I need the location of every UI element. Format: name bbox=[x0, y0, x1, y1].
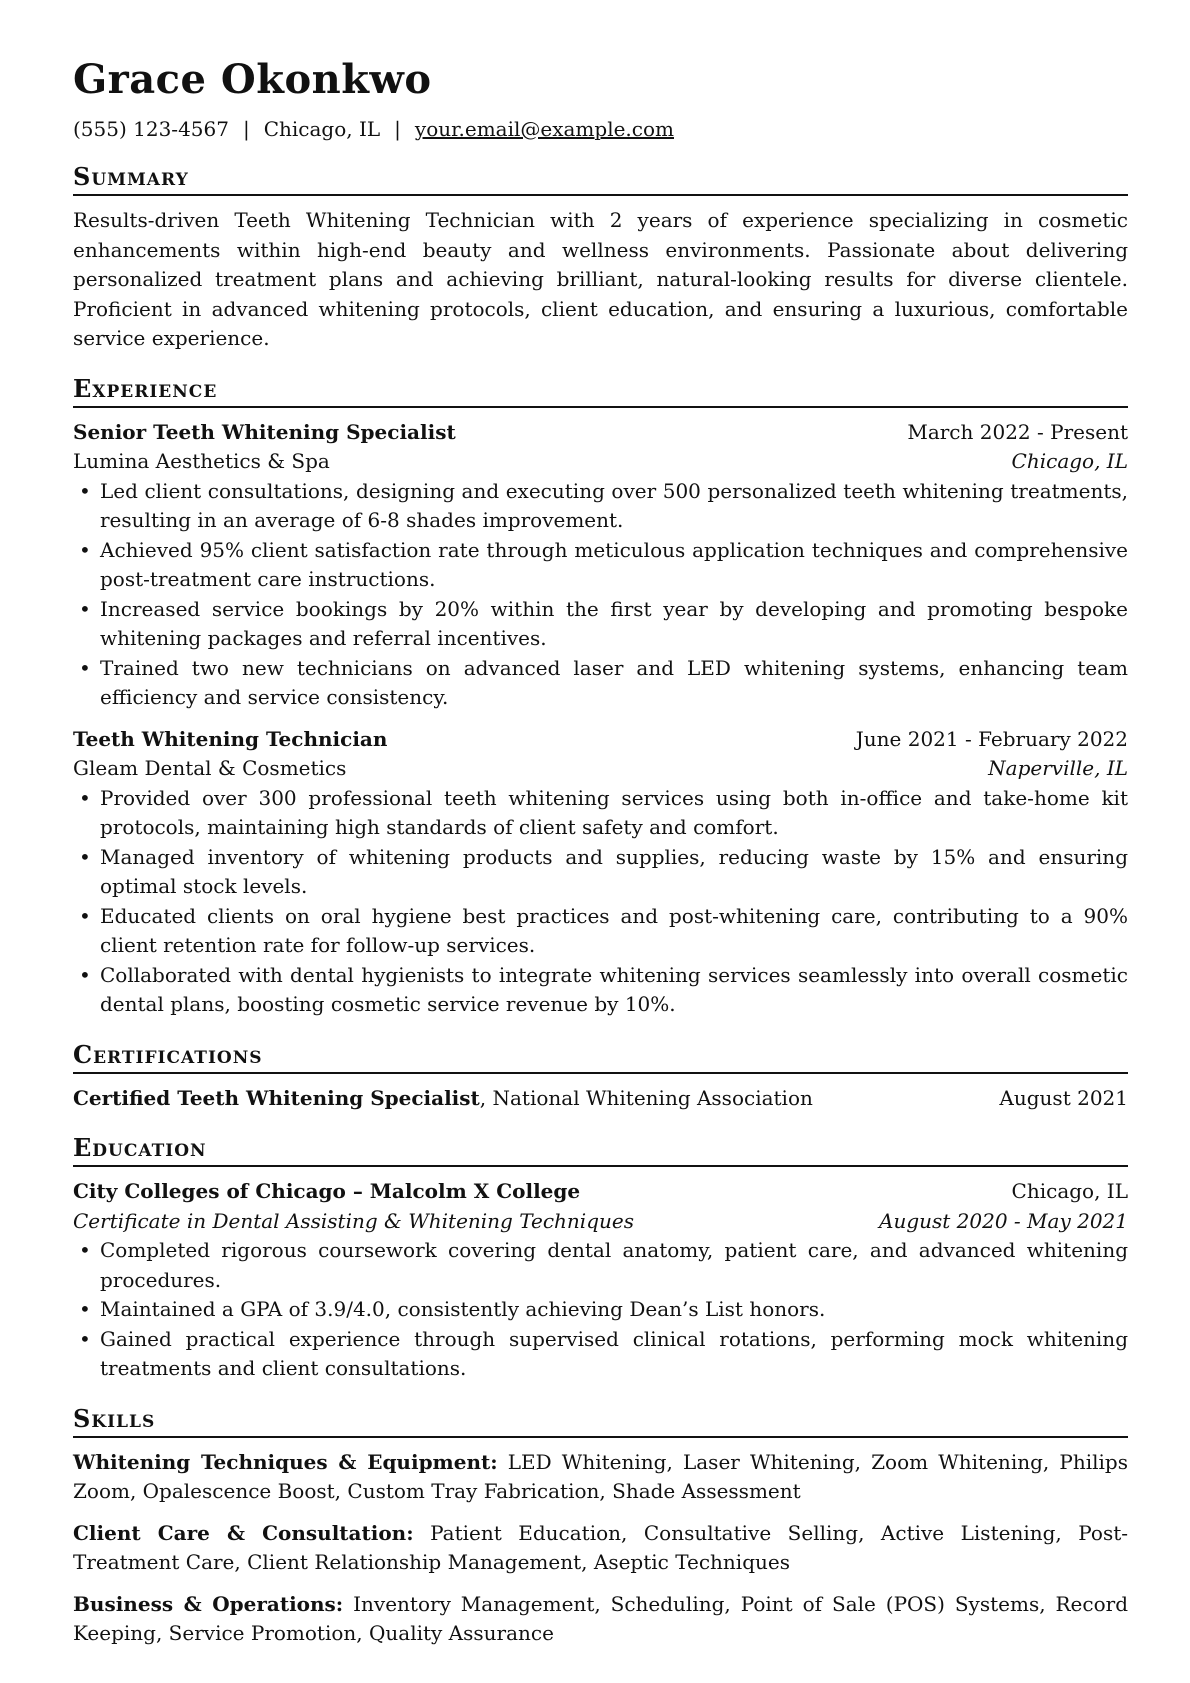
bullet-icon: • bbox=[79, 844, 91, 869]
job-entry bbox=[73, 725, 1128, 1020]
bullet-text: Collaborated with dental hygienists to integrate whitening services seamlessly into overall cosmetic dental plans, boosting cosmetic service revenue by 10%. bbox=[100, 962, 1128, 1016]
skill-group-items: Inventory Management, Scheduling, Point of Sale (POS) Systems, Record Keeping, Service Promotion, Quality Assurance bbox=[73, 1591, 1128, 1645]
job-location: Chicago, IL bbox=[1011, 449, 1128, 473]
bullet-item bbox=[73, 477, 1128, 536]
job-company: Lumina Aesthetics & Spa bbox=[73, 449, 330, 473]
bullet-text: Managed inventory of whitening products and supplies, reducing waste by 15% and ensuring optimal stock levels. bbox=[100, 844, 1128, 898]
skill-group bbox=[73, 1448, 1128, 1507]
bullet-text: Increased service bookings by 20% within the first year by developing and promoting bespoke whitening packages and referral incentives. bbox=[100, 596, 1128, 650]
contact-separator: | bbox=[242, 117, 250, 141]
bullet-item bbox=[73, 843, 1128, 902]
program-name: Certificate in Dental Assisting & Whitening Techniques bbox=[73, 1208, 634, 1233]
section-heading-education: Education bbox=[73, 1133, 1128, 1167]
job-bullets bbox=[73, 477, 1128, 713]
phone-number: (555) 123-4567 bbox=[73, 117, 229, 141]
bullet-text: Achieved 95% client satisfaction rate through meticulous application techniques and comprehensive post-treatment care instructions. bbox=[100, 537, 1128, 591]
bullet-item bbox=[73, 902, 1128, 961]
email-link[interactable]: your.email@example.com bbox=[414, 117, 674, 141]
skills-section bbox=[73, 1404, 1128, 1649]
bullet-item bbox=[73, 1295, 1128, 1325]
skill-group-label: Client Care & Consultation: bbox=[73, 1520, 414, 1545]
bullet-item bbox=[73, 536, 1128, 595]
skill-group-items: LED Whitening, Laser Whitening, Zoom Whitening, Philips Zoom, Opalescence Boost, Custom Tray Fabrication, Shade Assessment bbox=[73, 1449, 1128, 1503]
bullet-item bbox=[73, 961, 1128, 1020]
skill-group-label: Business & Operations: bbox=[73, 1591, 344, 1616]
bullet-text: Trained two new technicians on advanced laser and LED whitening systems, enhancing team efficiency and service consistency. bbox=[100, 655, 1128, 709]
contact-separator: | bbox=[394, 117, 401, 141]
bullet-text: Provided over 300 professional teeth whitening services using both in-office and take-home kit protocols, maintaining high standards of client safety and comfort. bbox=[100, 785, 1128, 839]
bullet-text: Gained practical experience through supervised clinical rotations, performing mock whitening treatments and client consultations. bbox=[100, 1326, 1128, 1380]
skill-group bbox=[73, 1590, 1128, 1649]
education-bullets bbox=[73, 1236, 1128, 1384]
experience-section bbox=[73, 374, 1128, 1020]
resume-page bbox=[73, 56, 1128, 1649]
summary-section bbox=[73, 162, 1128, 354]
bullet-icon: • bbox=[79, 962, 91, 987]
job-bullets bbox=[73, 784, 1128, 1020]
contact-line bbox=[73, 116, 1128, 142]
certification-name: Certified Teeth Whitening Specialist bbox=[73, 1085, 480, 1110]
job-subheader bbox=[73, 754, 1128, 784]
bullet-icon: • bbox=[79, 1297, 91, 1321]
certification-entry bbox=[73, 1084, 1128, 1114]
job-dates: March 2022 - Present bbox=[907, 419, 1128, 444]
bullet-text: Maintained a GPA of 3.9/4.0, consistently achieving Dean’s List honors. bbox=[100, 1297, 826, 1321]
school-location: Chicago, IL bbox=[1011, 1179, 1128, 1203]
bullet-icon: • bbox=[79, 1238, 91, 1262]
job-role: Teeth Whitening Technician bbox=[73, 726, 388, 751]
school-name: City Colleges of Chicago – Malcolm X College bbox=[73, 1179, 581, 1203]
skill-group-items: Patient Education, Consultative Selling, Active Listening, Post-Treatment Care, Client Relationship Management, Aseptic Techniques bbox=[73, 1520, 1128, 1574]
job-header bbox=[73, 418, 1128, 448]
job-company: Gleam Dental & Cosmetics bbox=[73, 756, 347, 780]
skill-group-label: Whitening Techniques & Equipment: bbox=[73, 1449, 498, 1474]
certification-issuer: , National Whitening Association bbox=[479, 1085, 813, 1110]
bullet-item bbox=[73, 1325, 1128, 1384]
bullet-item bbox=[73, 595, 1128, 654]
bullet-icon: • bbox=[79, 537, 91, 562]
education-section bbox=[73, 1133, 1128, 1384]
section-heading-certifications: Certifications bbox=[73, 1040, 1128, 1074]
job-dates: June 2021 - February 2022 bbox=[855, 726, 1128, 751]
section-heading-skills: Skills bbox=[73, 1404, 1128, 1438]
bullet-icon: • bbox=[79, 596, 91, 621]
section-heading-experience: Experience bbox=[73, 374, 1128, 408]
contact-location: Chicago, IL bbox=[263, 117, 381, 141]
education-subheader bbox=[73, 1207, 1128, 1237]
bullet-icon: • bbox=[79, 903, 91, 928]
bullet-item bbox=[73, 654, 1128, 713]
bullet-icon: • bbox=[79, 478, 91, 503]
bullet-text: Led client consultations, designing and executing over 500 personalized teeth whitening treatments, resulting in an average of 6-8 shades improvement. bbox=[100, 478, 1128, 532]
candidate-name: Grace Okonkwo bbox=[73, 56, 432, 103]
bullet-icon: • bbox=[79, 655, 91, 680]
job-role: Senior Teeth Whitening Specialist bbox=[73, 419, 456, 444]
job-entry bbox=[73, 418, 1128, 713]
job-header bbox=[73, 725, 1128, 755]
bullet-item bbox=[73, 1236, 1128, 1295]
certification-date: August 2021 bbox=[999, 1085, 1128, 1110]
bullet-text: Educated clients on oral hygiene best practices and post-whitening care, contributing to a 90% client retention rate for follow-up services. bbox=[100, 903, 1128, 957]
summary-text: Results-driven Teeth Whitening Technician with 2 years of experience specializing in cosmetic enhancements within high-end beauty and wellness environments. Passionate about delivering personalized treatment plans and achieving brilliant, natural-looking results for diverse clientele. Proficient in advanced whitening protocols, client education, and ensuring a luxurious, comfortable service experience. bbox=[73, 208, 1128, 350]
job-location: Naperville, IL bbox=[988, 756, 1128, 780]
job-subheader bbox=[73, 447, 1128, 477]
skill-group bbox=[73, 1519, 1128, 1578]
education-header bbox=[73, 1177, 1128, 1207]
education-dates: August 2020 - May 2021 bbox=[879, 1208, 1128, 1233]
bullet-icon: • bbox=[79, 1326, 91, 1351]
bullet-text: Completed rigorous coursework covering dental anatomy, patient care, and advanced whitening procedures. bbox=[100, 1238, 1128, 1292]
section-heading-summary: Summary bbox=[73, 162, 1128, 196]
certifications-section bbox=[73, 1040, 1128, 1114]
bullet-item bbox=[73, 784, 1128, 843]
bullet-icon: • bbox=[79, 785, 91, 810]
